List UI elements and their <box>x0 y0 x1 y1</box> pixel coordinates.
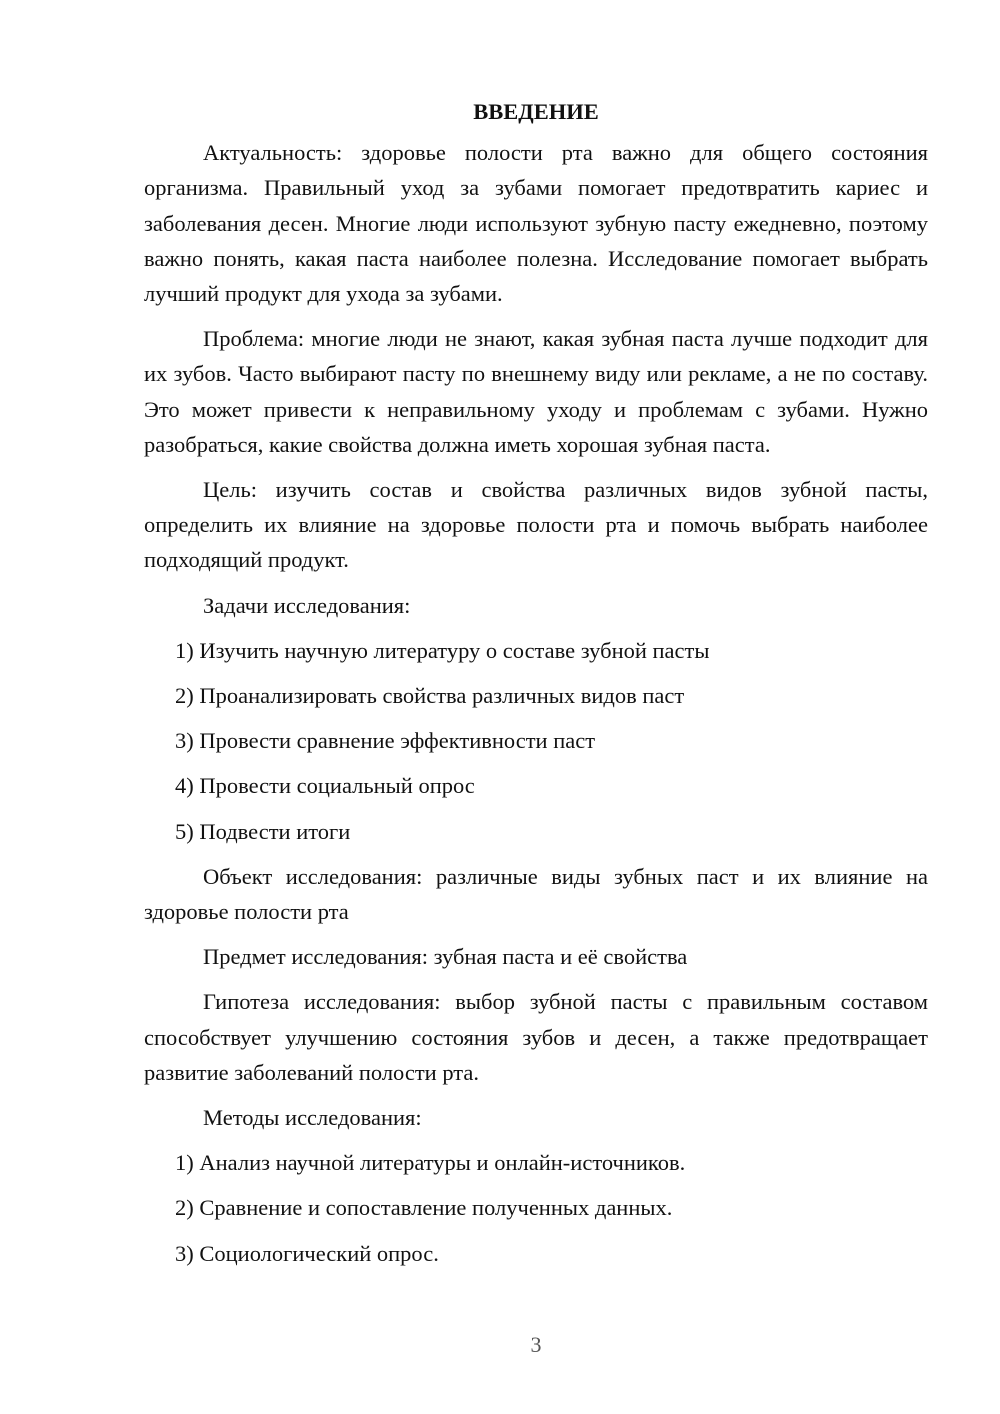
paragraph-subject: Предмет исследования: зубная паста и её свойства <box>203 944 688 970</box>
list-item: 2) Сравнение и сопоставление полученных данных. <box>175 1195 673 1221</box>
page-number: 3 <box>530 1332 542 1357</box>
list-item: 3) Провести сравнение эффективности паст <box>175 728 596 754</box>
methods-list <box>144 1145 928 1271</box>
page-content <box>144 94 928 1281</box>
list-item: 3) Социологический опрос. <box>175 1240 439 1266</box>
list-item: 4) Провести социальный опрос <box>175 773 475 799</box>
list-item: 2) Проанализировать свойства различных видов паст <box>175 683 685 709</box>
paragraph-hypothesis: Гипотеза исследования: выбор зубной пасты с правильным составом способствует улучшению состояния зубов и десен, а также предотвращает развитие заболеваний полости рта. <box>144 989 928 1085</box>
methods-heading: Методы исследования: <box>203 1105 422 1131</box>
paragraph-problem: Проблема: многие люди не знают, какая зубная паста лучше подходит для их зубов. Часто выбирают пасту по внешнему виду или рекламе, а не по составу. Это может привести к неправильному уходу и проблемам с зубами. Нужно разобраться, какие свойства должна иметь хорошая зубная паста. <box>144 326 928 457</box>
tasks-list <box>144 633 928 849</box>
section-title: ВВЕДЕНИЕ <box>473 99 599 124</box>
list-item: 1) Изучить научную литературу о составе зубной пасты <box>175 637 710 663</box>
paragraph-object: Объект исследования: различные виды зубных паст и их влияние на здоровье полости рта <box>144 863 928 925</box>
tasks-heading: Задачи исследования: <box>203 592 411 618</box>
paragraph-actuality: Актуальность: здоровье полости рта важно для общего состояния организма. Правильный уход за зубами помогает предотвратить кариес и заболевания десен. Многие люди используют зубную пасту ежедневно, поэтому важно понять, какая паста наиболее полезна. Исследование помогает выбрать лучший продукт для ухода за зубами. <box>144 140 928 307</box>
list-item: 1) Анализ научной литературы и онлайн-источников. <box>175 1150 686 1176</box>
paragraph-goal: Цель: изучить состав и свойства различных видов зубной пасты, определить их влияние на здоровье полости рта и помочь выбрать наиболее подходящий продукт. <box>144 477 928 573</box>
list-item: 5) Подвести итоги <box>175 818 351 844</box>
